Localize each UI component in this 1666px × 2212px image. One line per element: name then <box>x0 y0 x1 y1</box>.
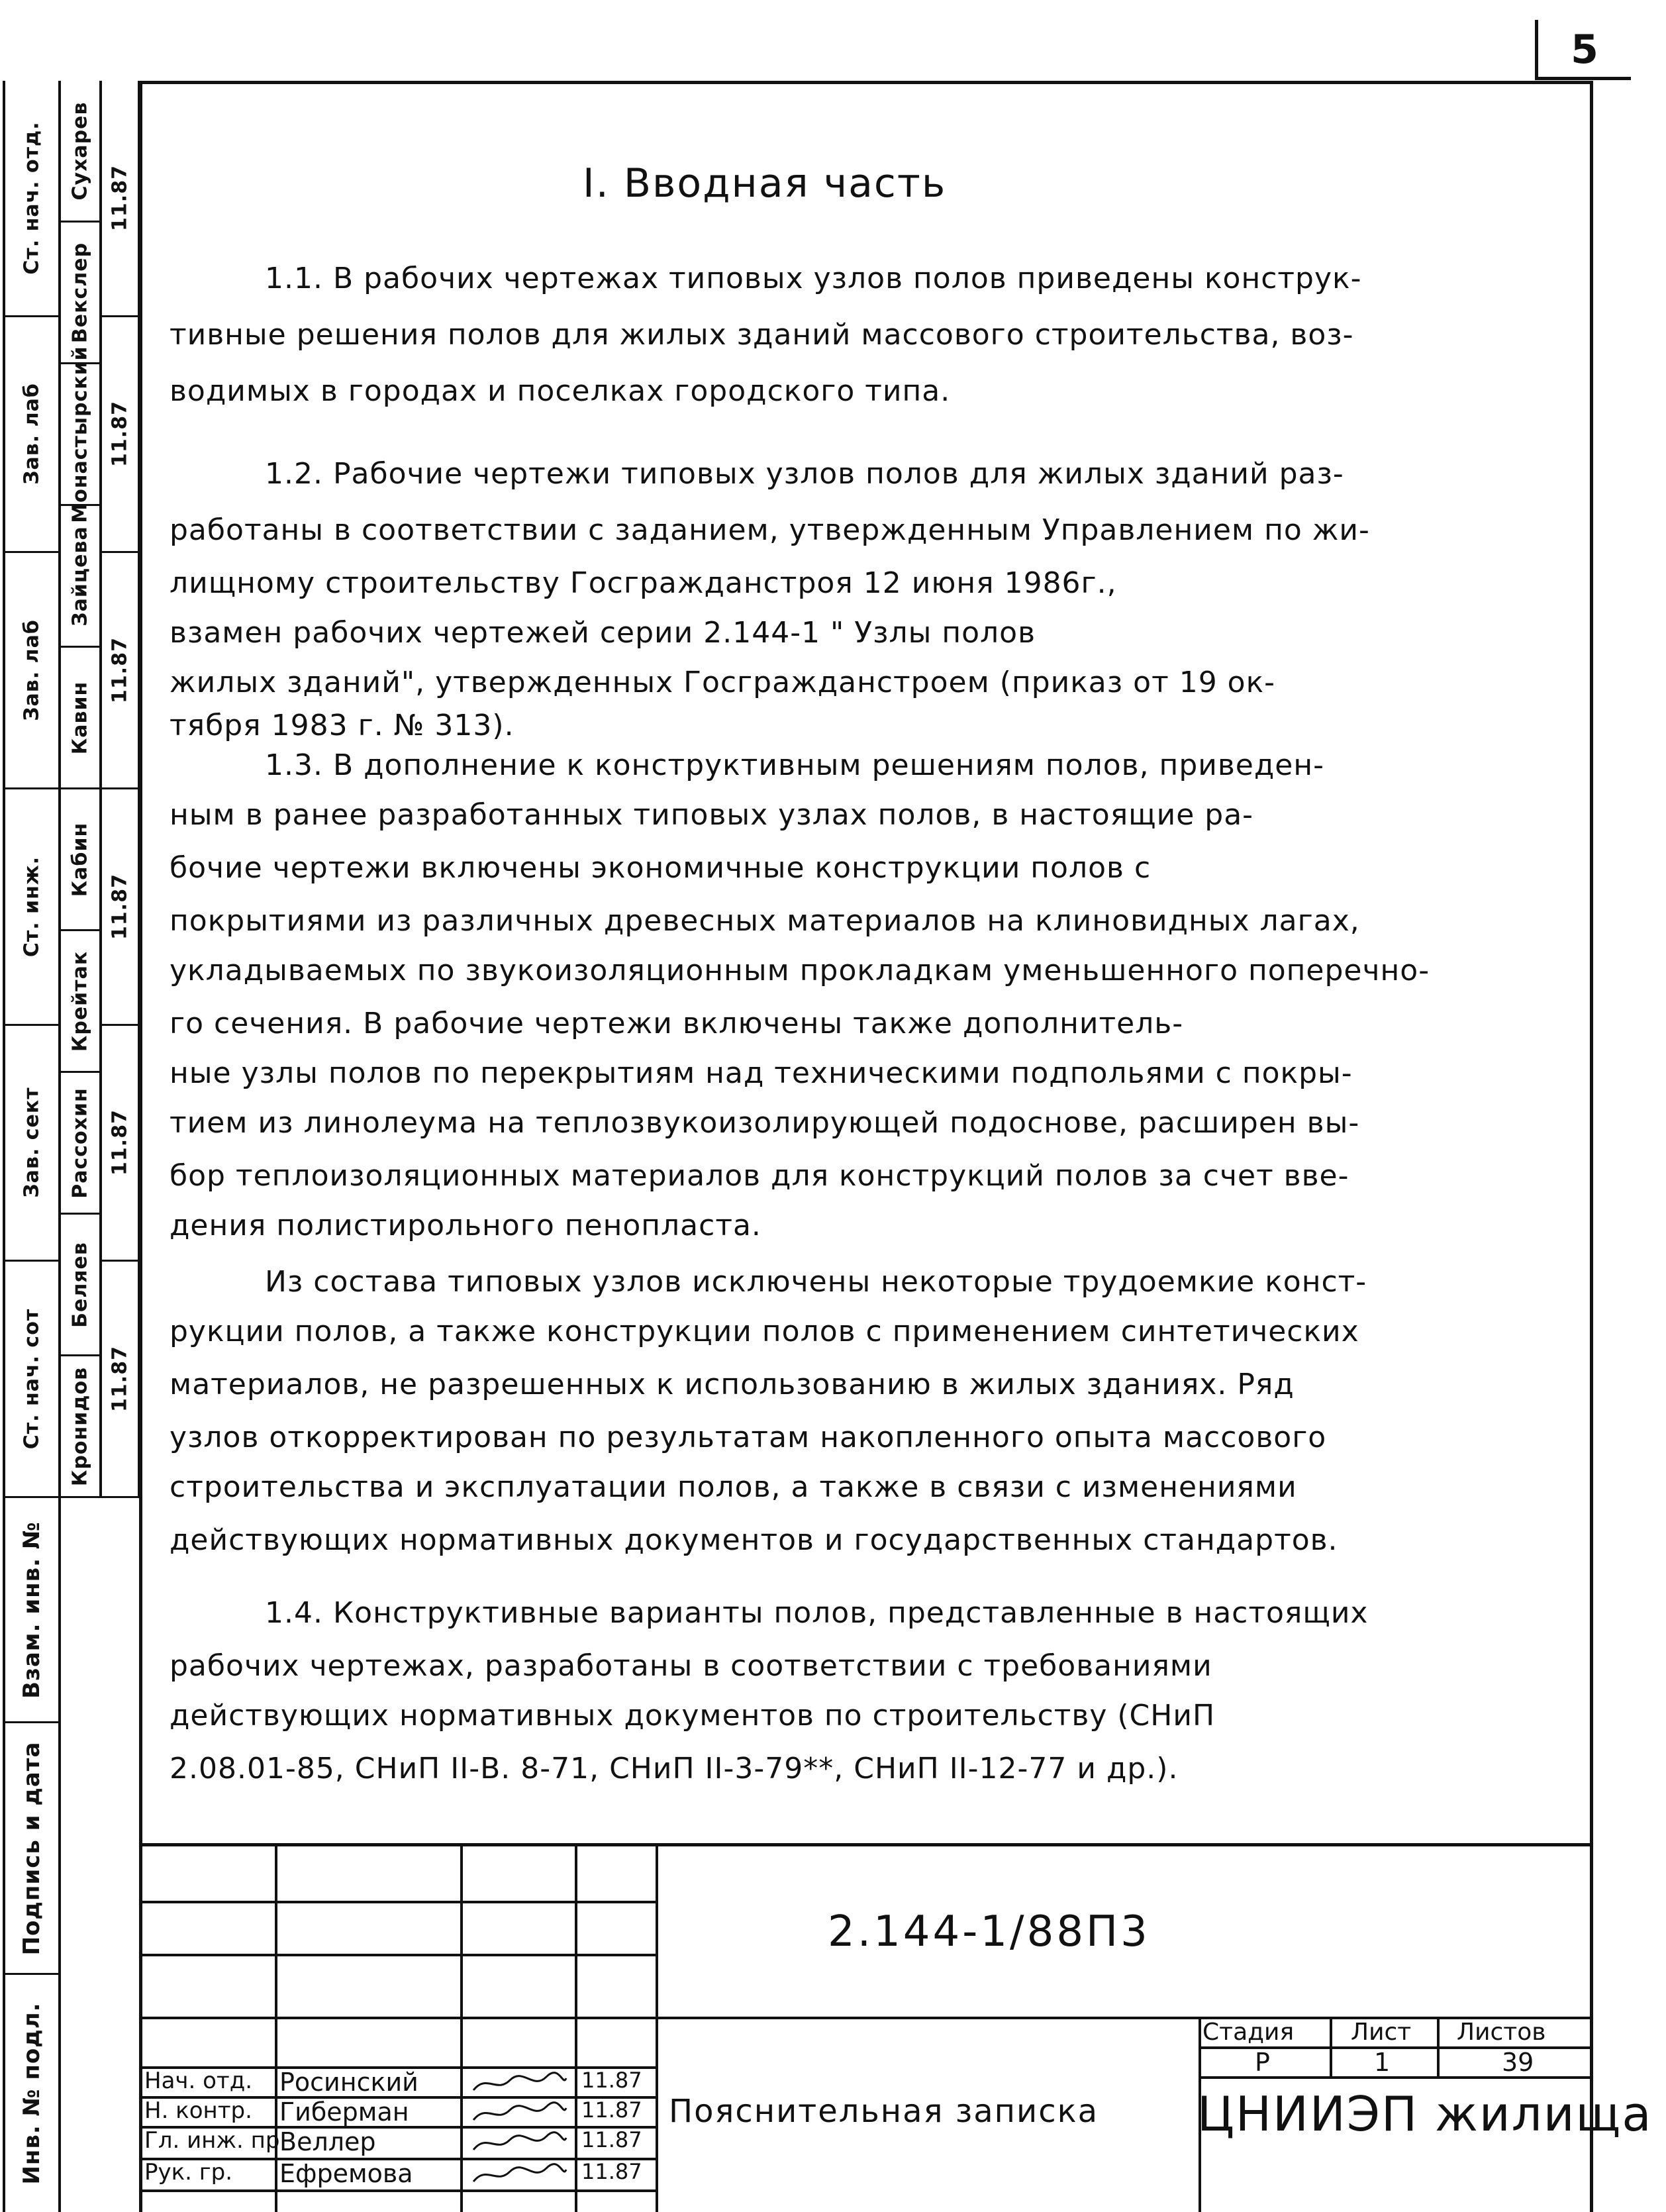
paragraph-line: 1.3. В дополнение к конструктивным решениям полов, приведен- <box>265 748 1324 782</box>
tb-divider <box>460 1843 463 2212</box>
stamp-date-cell <box>102 1026 138 1262</box>
tb-date: 11.87 <box>581 2097 642 2123</box>
paragraph-line: действующих нормативных документов и государственных стандартов. <box>170 1523 1338 1557</box>
signature-mark <box>470 2162 569 2188</box>
stamp-name-cell <box>61 648 99 789</box>
stamp-name: Беляев <box>68 1241 92 1328</box>
stamp-name-cell <box>61 506 99 648</box>
stamp-date: 11.87 <box>108 164 132 231</box>
inv-original-label: Инв. № подл. <box>19 2002 45 2185</box>
paragraph-line: тивные решения полов для жилых зданий массового строительства, воз- <box>170 318 1354 352</box>
paragraph-line: 1.4. Конструктивные варианты полов, представленные в настоящих <box>265 1596 1369 1630</box>
stamp-date-cell <box>102 553 138 789</box>
tb-person-name: Гиберман <box>279 2097 409 2127</box>
tb-row-line <box>139 2189 656 2192</box>
stamp-name: Кавин <box>68 681 92 754</box>
stamp-role: Зав. лаб <box>20 383 44 485</box>
stamp-role: Ст. нач. сот <box>20 1308 44 1450</box>
paragraph-line: Из состава типовых узлов исключены некоторые трудоемкие конст- <box>265 1265 1367 1299</box>
stamp-name-cell <box>61 1356 99 1498</box>
stamp-date-cell <box>102 81 138 317</box>
stamp-date: 11.87 <box>108 637 132 704</box>
signature-mark <box>470 2100 569 2127</box>
stamp-name: Кабин <box>68 822 92 897</box>
stamp-name: Крейтак <box>68 950 92 1052</box>
stamp-role-cell <box>5 81 58 317</box>
tb-row-line <box>139 1954 656 1956</box>
tb-row-line <box>139 1901 656 1903</box>
tb-role: Н. контр. <box>144 2097 252 2124</box>
stamp-name: Рассохин <box>68 1087 92 1199</box>
document-code: 2.144-1/88П3 <box>828 1907 1150 1956</box>
tb-divider <box>575 1843 577 2212</box>
paragraph-line: ные узлы полов по перекрытиям над техническими подпольями с покры- <box>170 1056 1353 1090</box>
tb-divider <box>656 1843 658 2212</box>
stamp-role-cell <box>5 553 58 789</box>
paragraph-line: водимых в городах и поселках городского типа. <box>170 374 951 408</box>
stage-header: Стадия <box>1202 2019 1295 2046</box>
inv-replace-label: Взам. инв. № <box>19 1521 45 1699</box>
signature-date-label: Подпись и дата <box>19 1741 45 1955</box>
stage-value: Р <box>1255 2048 1270 2077</box>
organization-name: ЦНИИЭП жилища <box>1197 2086 1653 2142</box>
stamp-date: 11.87 <box>108 1109 132 1176</box>
page-number: 5 <box>1571 26 1598 73</box>
stamp-role-cell <box>5 1026 58 1262</box>
stamp-date: 11.87 <box>108 873 132 940</box>
paragraph-line: узлов откорректирован по результатам накопленного опыта массового <box>170 1421 1327 1454</box>
paragraph-line: рабочих чертежах, разработаны в соответствии с требованиями <box>170 1649 1212 1683</box>
sheet-header: Лист <box>1351 2019 1412 2046</box>
stamp-name: Векслер <box>68 242 92 343</box>
tb-role: Рук. гр. <box>144 2159 233 2186</box>
paragraph-line: материалов, не разрешенных к использованию в жилых зданиях. Ряд <box>170 1368 1295 1401</box>
paragraph-line: го сечения. В рабочие чертежи включены также дополнитель- <box>170 1007 1184 1040</box>
paragraph-line: дения полистирольного пенопласта. <box>170 1209 761 1242</box>
stamp-name-cell <box>61 223 99 364</box>
stamp-name-cell <box>61 81 99 223</box>
stamp-role: Зав. лаб <box>20 619 44 721</box>
sheets-value: 39 <box>1502 2048 1534 2077</box>
signature-mark <box>470 2130 569 2156</box>
stamp-date-cell <box>102 1262 138 1498</box>
left-inv-strip <box>3 1498 61 2212</box>
stamp-name-cell <box>61 1073 99 1215</box>
paragraph-line: действующих нормативных документов по строительству (СНиП <box>170 1699 1216 1733</box>
paragraph-line: 1.1. В рабочих чертежах типовых узлов полов приведены конструк- <box>265 262 1362 295</box>
paragraph-line: тием из линолеума на теплозвукоизолирующей подоснове, расширен вы- <box>170 1106 1360 1140</box>
tb-person-name: Росинский <box>279 2068 418 2097</box>
paragraph-line: взамен рабочих чертежей серии 2.144-1 " Узлы полов <box>170 616 1036 650</box>
stamp-role-cell <box>5 317 58 554</box>
inv-replace-cell <box>5 1498 58 1723</box>
stamp-date: 11.87 <box>108 1346 132 1413</box>
tb-divider <box>275 1843 277 2212</box>
page-number-box <box>1535 20 1631 80</box>
stamp-name-cell <box>61 1215 99 1356</box>
paragraph-line: рукции полов, а также конструкции полов с применением синтетических <box>170 1315 1359 1348</box>
signature-mark <box>470 2070 569 2097</box>
tb-date: 11.87 <box>581 2127 642 2152</box>
stamp-name: Зайцева <box>68 525 92 627</box>
stamp-role-cell <box>5 789 58 1026</box>
paragraph-line: бор теплоизоляционных материалов для конструкций полов за счет вве- <box>170 1159 1349 1193</box>
document-title: Пояснительная записка <box>669 2093 1099 2130</box>
stamp-name-cell <box>61 789 99 931</box>
paragraph-line: строительства и эксплуатации полов, а также в связи с изменениями <box>170 1470 1297 1504</box>
tb-person-name: Ефремова <box>279 2159 413 2188</box>
stamp-date-cell <box>102 789 138 1026</box>
signature-date-cell <box>5 1723 58 1975</box>
tb-person-name: Веллер <box>279 2127 376 2156</box>
stamp-name: Сухарев <box>68 101 92 200</box>
section-title: I. Вводная часть <box>583 160 947 207</box>
stamp-role-cell <box>5 1262 58 1498</box>
paragraph-line: работаны в соответствии с заданием, утвержденным Управлением по жи- <box>170 513 1370 547</box>
paragraph-line: жилых зданий", утвержденных Госгражданстроем (приказ от 19 ок- <box>170 666 1276 699</box>
tb-role: Нач. отд. <box>144 2068 253 2094</box>
paragraph-line: тября 1983 г. № 313). <box>170 709 514 742</box>
stamp-name: Монастырский <box>68 345 92 523</box>
stamp-name: Кронидов <box>68 1366 92 1486</box>
stamp-role: Зав. сект <box>20 1087 44 1199</box>
paragraph-line: лищному строительству Госгражданстроя 12 июня 1986г., <box>170 566 1117 600</box>
stamp-name-cell <box>61 345 99 523</box>
paragraph-line: 2.08.01-85, СНиП II-В. 8-71, СНиП II-3-79**, СНиП II-12-77 и др.). <box>170 1752 1179 1785</box>
inv-original-cell <box>5 1975 58 2212</box>
tb-date: 11.87 <box>581 2159 642 2184</box>
sheet-value: 1 <box>1374 2048 1391 2077</box>
stamp-role: Ст. инж. <box>20 856 44 957</box>
stamp-date: 11.87 <box>108 401 132 468</box>
stamp-date-cell <box>102 317 138 554</box>
paragraph-line: 1.2. Рабочие чертежи типовых узлов полов для жилых зданий раз- <box>265 457 1344 491</box>
stamp-name-cell <box>61 931 99 1073</box>
tb-date: 11.87 <box>581 2068 642 2093</box>
sheets-header: Листов <box>1457 2019 1546 2046</box>
paragraph-line: ным в ранее разработанных типовых узлах полов, в настоящие ра- <box>170 798 1254 832</box>
paragraph-line: покрытиями из различных древесных материалов на клиновидных лагах, <box>170 904 1360 938</box>
tb-role: Гл. инж. пр <box>144 2127 280 2154</box>
stamp-role: Ст. нач. отд. <box>20 121 44 275</box>
paragraph-line: бочие чертежи включены экономичные конструкции полов с <box>170 851 1152 885</box>
paragraph-line: укладываемых по звукоизоляционным прокладкам уменьшенного поперечно- <box>170 954 1430 987</box>
